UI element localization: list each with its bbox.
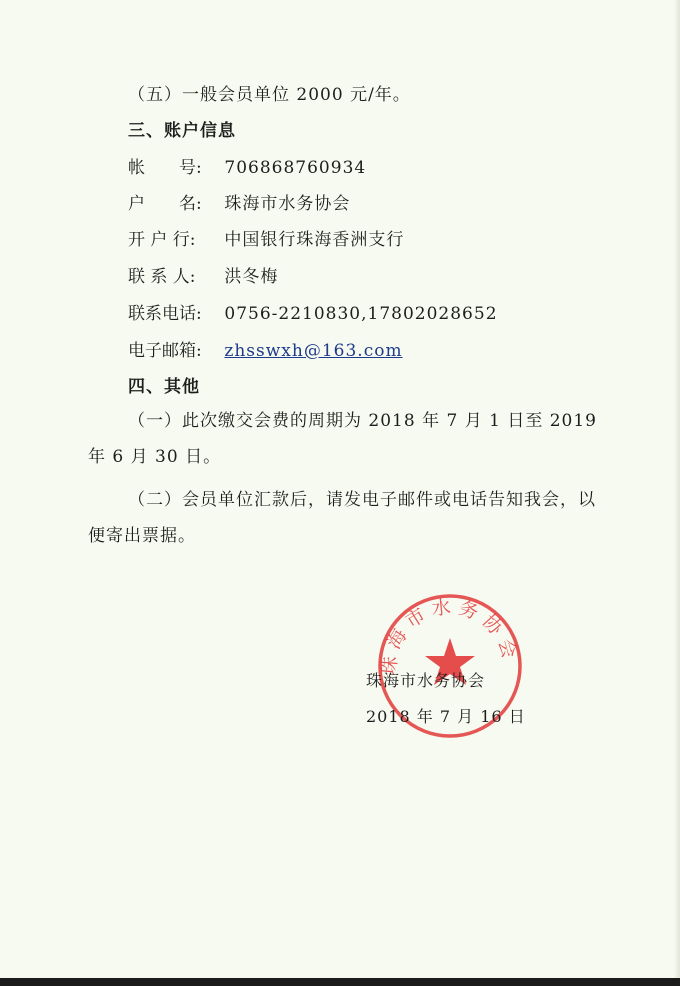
section-3-heading: 三、账户信息 [128, 121, 236, 141]
phone-value: 0756-2210830,17802028652 [224, 304, 498, 324]
fee-item-5: （五）一般会员单位 2000 元/年。 [128, 85, 411, 105]
bank-value: 中国银行珠海香洲支行 [224, 230, 405, 250]
account-name-row [128, 193, 350, 215]
scan-bottom-border [0, 978, 680, 986]
account-number-label: 帐 号: [128, 158, 202, 178]
bank-label: 开 户 行: [128, 230, 196, 250]
email-label: 电子邮箱: [128, 341, 202, 361]
contact-label: 联 系 人: [128, 267, 196, 287]
other-item-2: （二）会员单位汇款后，请发电子邮件或电话告知我会，以便寄出票据。 [88, 490, 596, 546]
email-row [128, 340, 403, 362]
section-4-heading: 四、其他 [128, 377, 200, 397]
scan-edge-shadow [674, 0, 680, 986]
bank-row [128, 229, 404, 251]
email-link[interactable]: zhsswxh@163.com [224, 341, 403, 361]
phone-label: 联系电话: [128, 304, 202, 324]
signature-date: 2018 年 7 月 16 日 [366, 707, 526, 726]
account-name-value: 珠海市水务协会 [224, 194, 351, 214]
contact-row [128, 266, 278, 288]
svg-text:珠海市水务协会: 珠海市水务协会 [378, 595, 522, 677]
signature-org: 珠海市水务协会 [366, 671, 486, 690]
account-name-label: 户 名: [128, 194, 202, 214]
account-number-value: 706868760934 [224, 158, 367, 178]
account-number-row [128, 157, 366, 179]
phone-row [128, 303, 498, 325]
other-item-1: （一）此次缴交会费的周期为 2018 年 7 月 1 日至 2019 年 6 月 30 日。 [88, 411, 597, 467]
contact-value: 洪冬梅 [224, 267, 279, 287]
